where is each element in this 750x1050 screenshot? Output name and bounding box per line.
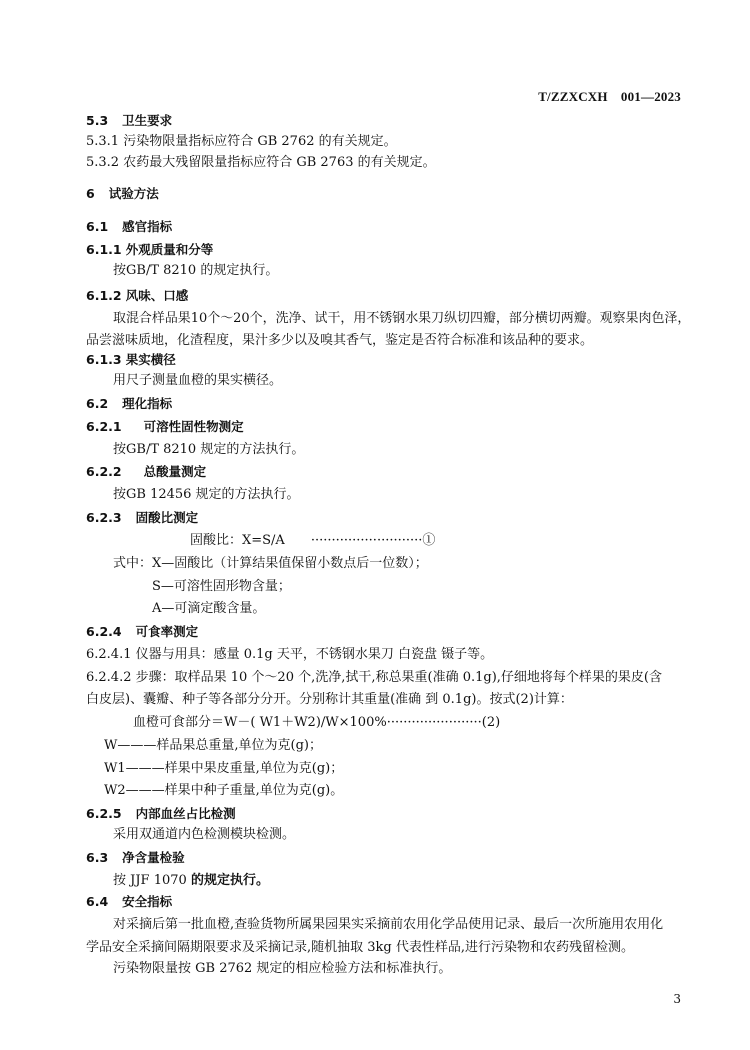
section-heading-6-2-1 bbox=[86, 417, 244, 438]
formula-2-where-w: W———样品果总重量,单位为克(g)； bbox=[104, 738, 322, 753]
section-title: 可溶性固性物测定 bbox=[143, 419, 244, 434]
formula-1-where-x: 式中：X—固酸比（计算结果值保留小数点后一位数）； bbox=[113, 556, 428, 571]
section-title: 试验方法 bbox=[108, 186, 159, 201]
clause-6-2-4-2-line-1: 6.2.4.2 步骤：取样品果 10 个～20 个,洗净,拭干,称总果重(准确 0.1g),仔细地将每个样果的果皮(含 bbox=[86, 670, 662, 685]
section-number: 6.2.2 bbox=[86, 464, 122, 479]
body-6-4-line-1: 对采摘后第一批血橙,查验货物所属果园果实采摘前农用化学品使用记录、最后一次所施用农用化 bbox=[113, 917, 664, 932]
section-heading-6-1-2 bbox=[86, 286, 188, 307]
section-title: 理化指标 bbox=[122, 396, 173, 411]
section-title: 果实横径 bbox=[125, 352, 176, 367]
body-6-3 bbox=[113, 871, 269, 891]
section-title: 卫生要求 bbox=[122, 113, 173, 128]
body-6-2-1: 按GB/T 8210 规定的方法执行。 bbox=[113, 442, 305, 457]
section-title: 外观质量和分等 bbox=[125, 242, 214, 257]
section-number: 6.2.4 bbox=[86, 624, 122, 639]
clause-6-2-4-1: 6.2.4.1 仪器与用具：感量 0.1g 天平，不锈钢水果刀 白瓷盘 镊子等。 bbox=[86, 647, 494, 662]
section-title: 感官指标 bbox=[122, 219, 173, 234]
section-number: 6.1.2 bbox=[86, 288, 122, 303]
section-heading-6-2-2 bbox=[86, 462, 206, 483]
body-6-3-reference: 按 JJF 1070 bbox=[113, 873, 191, 888]
section-heading-5-3 bbox=[86, 111, 172, 132]
formula-1: 固酸比：X=S/A ···························① bbox=[190, 533, 436, 548]
section-number: 6.1 bbox=[86, 219, 109, 234]
section-number: 6.1.1 bbox=[86, 242, 122, 257]
page-number: 3 bbox=[673, 992, 681, 1006]
body-6-1-1: 按GB/T 8210 的规定执行。 bbox=[113, 263, 279, 278]
section-number: 6.2.5 bbox=[86, 806, 122, 821]
section-number: 6.1.3 bbox=[86, 352, 122, 367]
section-heading-6-2-5 bbox=[86, 804, 236, 825]
section-heading-6-1-1 bbox=[86, 240, 213, 261]
section-number: 6.4 bbox=[86, 894, 109, 909]
formula-1-where-a: A—可滴定酸含量。 bbox=[152, 601, 266, 616]
body-6-2-5: 采用双通道内色检测模块检测。 bbox=[113, 827, 296, 842]
section-title: 可食率测定 bbox=[135, 624, 199, 639]
body-6-4-line-3: 污染物限量按 GB 2762 规定的相应检验方法和标准执行。 bbox=[113, 961, 452, 976]
body-6-2-2: 按GB 12456 规定的方法执行。 bbox=[113, 487, 300, 502]
section-heading-6-1-3 bbox=[86, 350, 176, 371]
section-heading-6-2-4 bbox=[86, 622, 198, 643]
document-code-header: T/ZZXCXH 001—2023 bbox=[538, 89, 681, 104]
section-heading-6-3 bbox=[86, 848, 185, 869]
body-6-1-2-line-2: 品尝滋味质地，化渣程度，果汁多少以及嗅其香气，鉴定是否符合标准和该品种的要求。 bbox=[86, 333, 594, 348]
section-heading-6-2 bbox=[86, 394, 172, 415]
section-number: 6.2 bbox=[86, 396, 109, 411]
section-number: 6 bbox=[86, 186, 95, 201]
section-number: 5.3 bbox=[86, 113, 109, 128]
section-number: 6.3 bbox=[86, 850, 109, 865]
section-heading-6-4 bbox=[86, 892, 172, 913]
section-number: 6.2.1 bbox=[86, 419, 122, 434]
section-title: 风味、口感 bbox=[125, 288, 189, 303]
section-title: 净含量检验 bbox=[122, 850, 185, 865]
section-title: 安全指标 bbox=[122, 894, 173, 909]
clause-6-2-4-2-line-2: 白皮层)、囊瓣、种子等各部分分开。分别称计其重量(准确 到 0.1g)。按式(2)计算： bbox=[86, 692, 573, 707]
clause-5-3-1: 5.3.1 污染物限量指标应符合 GB 2762 的有关规定。 bbox=[86, 134, 397, 149]
section-heading-6 bbox=[86, 184, 159, 205]
clause-5-3-2: 5.3.2 农药最大残留限量指标应符合 GB 2763 的有关规定。 bbox=[86, 155, 436, 170]
body-6-4-line-2: 学品安全采摘间隔期限要求及采摘记录,随机抽取 3kg 代表性样品,进行污染物和农药残留检测。 bbox=[86, 940, 635, 955]
formula-2-where-w1: W1———样果中果皮重量,单位为克(g)； bbox=[104, 761, 344, 776]
formula-2-where-w2: W2———样果中种子重量,单位为克(g)。 bbox=[104, 783, 344, 798]
section-title: 固酸比测定 bbox=[135, 510, 199, 525]
body-6-3-rule: 的规定执行。 bbox=[190, 873, 269, 888]
body-6-1-3: 用尺子测量血橙的果实横径。 bbox=[113, 373, 283, 388]
body-6-1-2-line-1: 取混合样品果10个～20个，洗净、试干，用不锈钢水果刀纵切四瓣，部分横切两瓣。观察果肉色泽， bbox=[113, 311, 691, 326]
section-title: 总酸量测定 bbox=[143, 464, 207, 479]
section-title: 内部血丝占比检测 bbox=[135, 806, 236, 821]
section-heading-6-1 bbox=[86, 217, 172, 238]
section-number: 6.2.3 bbox=[86, 510, 122, 525]
section-heading-6-2-3 bbox=[86, 508, 198, 529]
formula-1-where-s: S—可溶性固形物含量； bbox=[152, 579, 291, 594]
formula-2: 血橙可食部分＝W－( W1＋W2)/W×100%·······················(2) bbox=[133, 715, 501, 730]
